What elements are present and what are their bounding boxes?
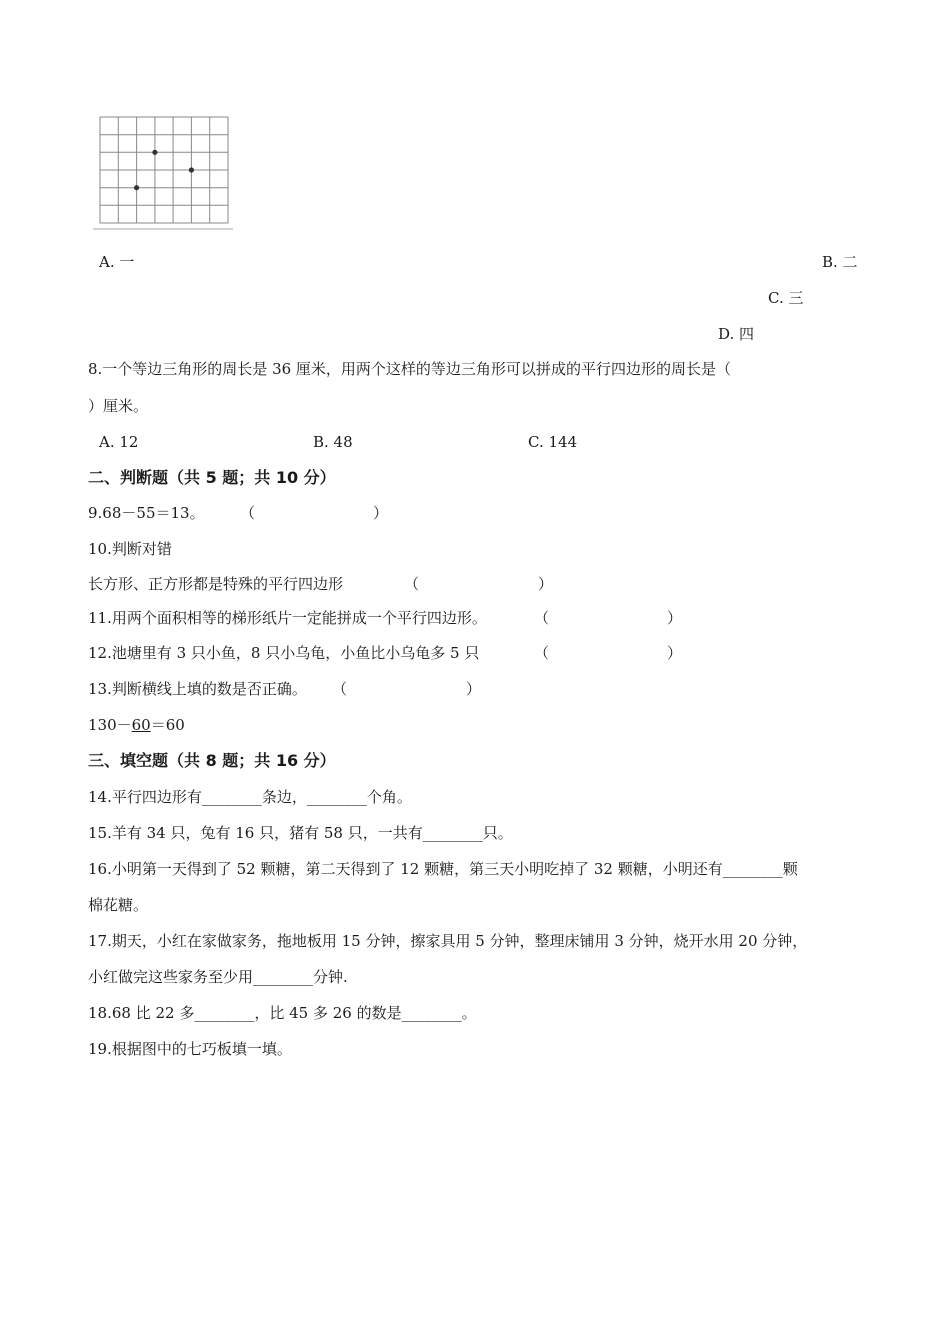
grid-dot — [189, 167, 194, 172]
q8-question-line1: 8.一个等边三角形的周长是 36 厘米，用两个这样的等边三角形可以拼成的平行四边形的周长是（ — [88, 360, 731, 378]
q10-paren-open[interactable]: （ — [404, 575, 420, 593]
q12-text: 12.池塘里有 3 只小鱼，8 只小乌龟，小鱼比小乌龟多 5 只 — [88, 644, 480, 662]
q11-paren-open[interactable]: （ — [534, 609, 550, 627]
q13-eq-right: ＝60 — [150, 716, 185, 734]
q12-paren-open[interactable]: （ — [534, 644, 550, 662]
q18-text: 18.68 比 22 多________，比 45 多 26 的数是________。 — [88, 1004, 477, 1022]
q13-eq-left: 130－ — [88, 716, 132, 734]
q19-text: 19.根据图中的七巧板填一填。 — [88, 1040, 292, 1058]
q13-paren-close[interactable]: ） — [466, 680, 482, 698]
q11-text: 11.用两个面积相等的梯形纸片一定能拼成一个平行四边形。 — [88, 609, 487, 627]
q8-question-line2: ）厘米。 — [88, 397, 149, 415]
q13-equation — [88, 715, 185, 735]
q17-line2: 小红做完这些家务至少用________分钟. — [88, 968, 348, 986]
q11-paren-close[interactable]: ） — [667, 609, 683, 627]
q10-title: 10.判断对错 — [88, 540, 172, 558]
section-2-title: 二、判断题（共 5 题；共 10 分） — [88, 468, 336, 487]
q10-paren-close[interactable]: ） — [538, 575, 554, 593]
grid-dot — [152, 150, 157, 155]
q7-option-b[interactable]: B. 二 — [822, 253, 858, 271]
q15-text: 15.羊有 34 只，兔有 16 只，猪有 58 只，一共有________只。 — [88, 824, 513, 842]
q13-eq-underlined: 60 — [131, 716, 151, 734]
q14-text: 14.平行四边形有________条边，________个角。 — [88, 788, 412, 806]
q17-line1: 17.期天，小红在家做家务，拖地板用 15 分钟，擦家具用 5 分钟，整理床铺用 3 分钟，烧开水用 20 分钟， — [88, 932, 808, 950]
q8-option-a[interactable]: A. 12 — [99, 433, 139, 451]
q7-option-c[interactable]: C. 三 — [768, 289, 804, 307]
q10-text: 长方形、正方形都是特殊的平行四边形 — [88, 575, 344, 593]
q9-text: 9.68－55＝13。 — [88, 504, 205, 522]
q16-line1: 16.小明第一天得到了 52 颗糖，第二天得到了 12 颗糖，第三天小明吃掉了 32 颗糖，小明还有________颗 — [88, 860, 798, 878]
q9-paren-close[interactable]: ） — [373, 504, 389, 522]
q7-option-d[interactable]: D. 四 — [718, 325, 755, 343]
dot-grid-figure — [93, 113, 233, 231]
section-3-title: 三、填空题（共 8 题；共 16 分） — [88, 751, 336, 770]
q13-paren-open[interactable]: （ — [332, 680, 348, 698]
q7-option-a[interactable]: A. 一 — [99, 253, 135, 271]
q8-option-c[interactable]: C. 144 — [528, 433, 578, 451]
grid-dot — [134, 185, 139, 190]
q16-line2: 棉花糖。 — [88, 896, 149, 914]
q9-paren-open[interactable]: （ — [240, 504, 256, 522]
q12-paren-close[interactable]: ） — [667, 644, 683, 662]
q13-text: 13.判断横线上填的数是否正确。 — [88, 680, 307, 698]
q8-option-b[interactable]: B. 48 — [313, 433, 353, 451]
